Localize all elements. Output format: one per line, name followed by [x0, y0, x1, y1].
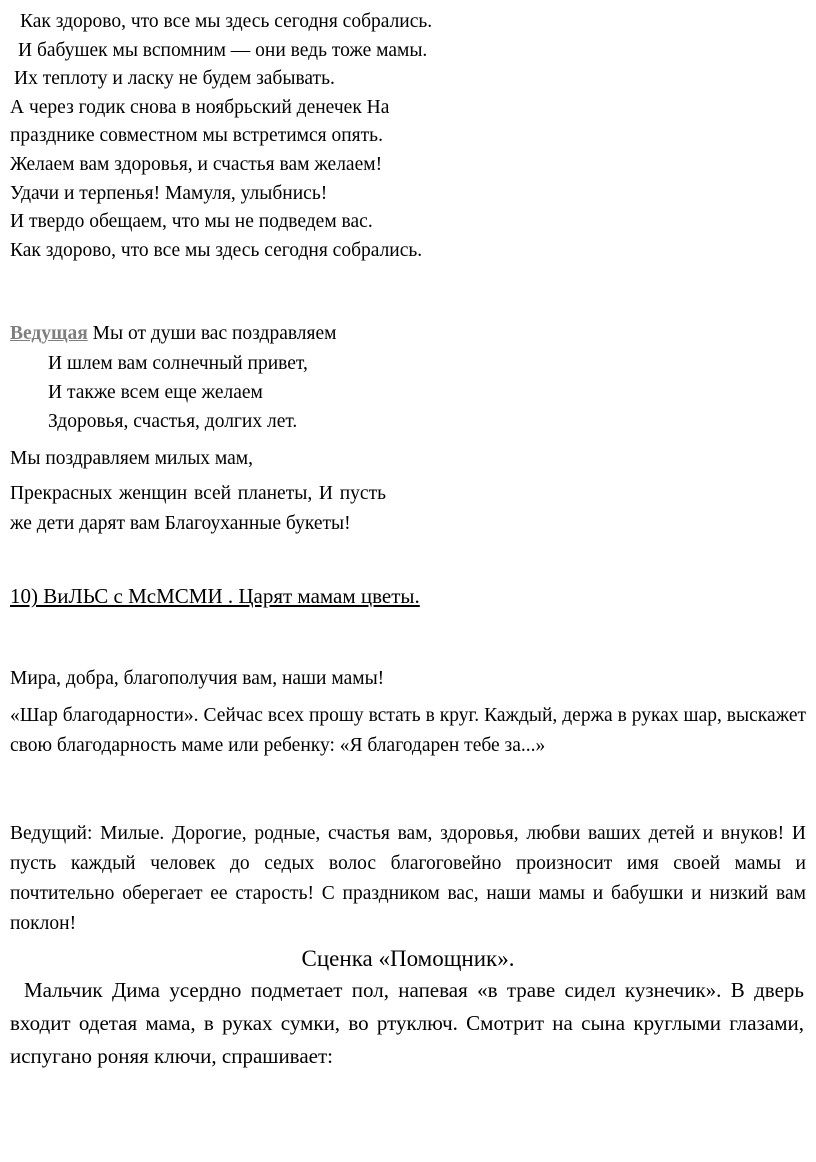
- host-line: [10, 319, 806, 349]
- host-line-text: Мы от души вас поздравляем: [87, 323, 337, 345]
- host-congratulation-block: [10, 319, 806, 538]
- wish-line: Мира, добра, благополучия вам, наши мамы!: [10, 668, 385, 690]
- gratitude-ball-paragraph: «Шар благодарности». Сейчас всех прошу встать в круг. Каждый, держа в руках шар, выскажет свою благодарность маме или ребенку: «Я благодарен тебе за...»: [10, 705, 806, 757]
- poem-line: Здоровья, счастья, долгих лет.: [48, 411, 298, 433]
- poem-line: Удачи и терпенья! Мамуля, улыбнись!: [10, 182, 328, 204]
- poem-block: [10, 8, 806, 265]
- poem-line: И бабушек мы вспомним — они ведь тоже мамы.: [18, 39, 428, 61]
- poem-line: Их теплоту и ласку не будем забывать.: [14, 68, 335, 90]
- host-indented-lines: [10, 349, 806, 436]
- poem-line: празднике совместном мы встретимся опять.: [10, 125, 383, 147]
- poem-line: И твердо обещаем, что мы не подведем вас.: [10, 211, 373, 233]
- poem-line: Мы поздравляем милых мам,: [10, 448, 254, 470]
- poem-line: А через годик снова в ноябрьский денечек На: [10, 96, 390, 118]
- poem-line: Как здорово, что все мы здесь сегодня собрались.: [20, 11, 433, 32]
- host-final-paragraph: Ведущий: Милые. Дорогие, родные, счастья вам, здоровья, любви ваших детей и внуков! И пусть каждый человек до седых волос благоговейно произносит имя своей мамы и почтительно оберегает ее старость! С праздником вас, наши мамы и бабушки и низкий вам поклон!: [10, 823, 806, 935]
- poem-line: И также всем еще желаем: [48, 382, 263, 404]
- poem-line: Желаем вам здоровья, и счастья вам желаем!: [10, 153, 383, 175]
- justified-verse-block: Прекрасных женщин всей планеты, И пусть же дети дарят вам Благоуханные букеты!: [10, 483, 386, 534]
- poem-line: И шлем вам солнечный привет,: [48, 353, 308, 375]
- scene-description-paragraph: Мальчик Дима усердно подметает пол, напевая «в траве сидел кузнечик». В дверь входит одетая мама, в руках сумки, во ртуключ. Смотрит на сына круглыми глазами, испугано роняя ключи, спрашивает:: [10, 978, 804, 1069]
- poem-line: Как здорово, что все мы здесь сегодня собрались.: [10, 239, 423, 261]
- scene-title: Сценка «Помощник».: [301, 946, 515, 972]
- host-label: Ведущая: [10, 323, 88, 345]
- section-heading: 10) ВиЛЬС с МсМСМИ . Царят мамам цветы.: [10, 584, 420, 609]
